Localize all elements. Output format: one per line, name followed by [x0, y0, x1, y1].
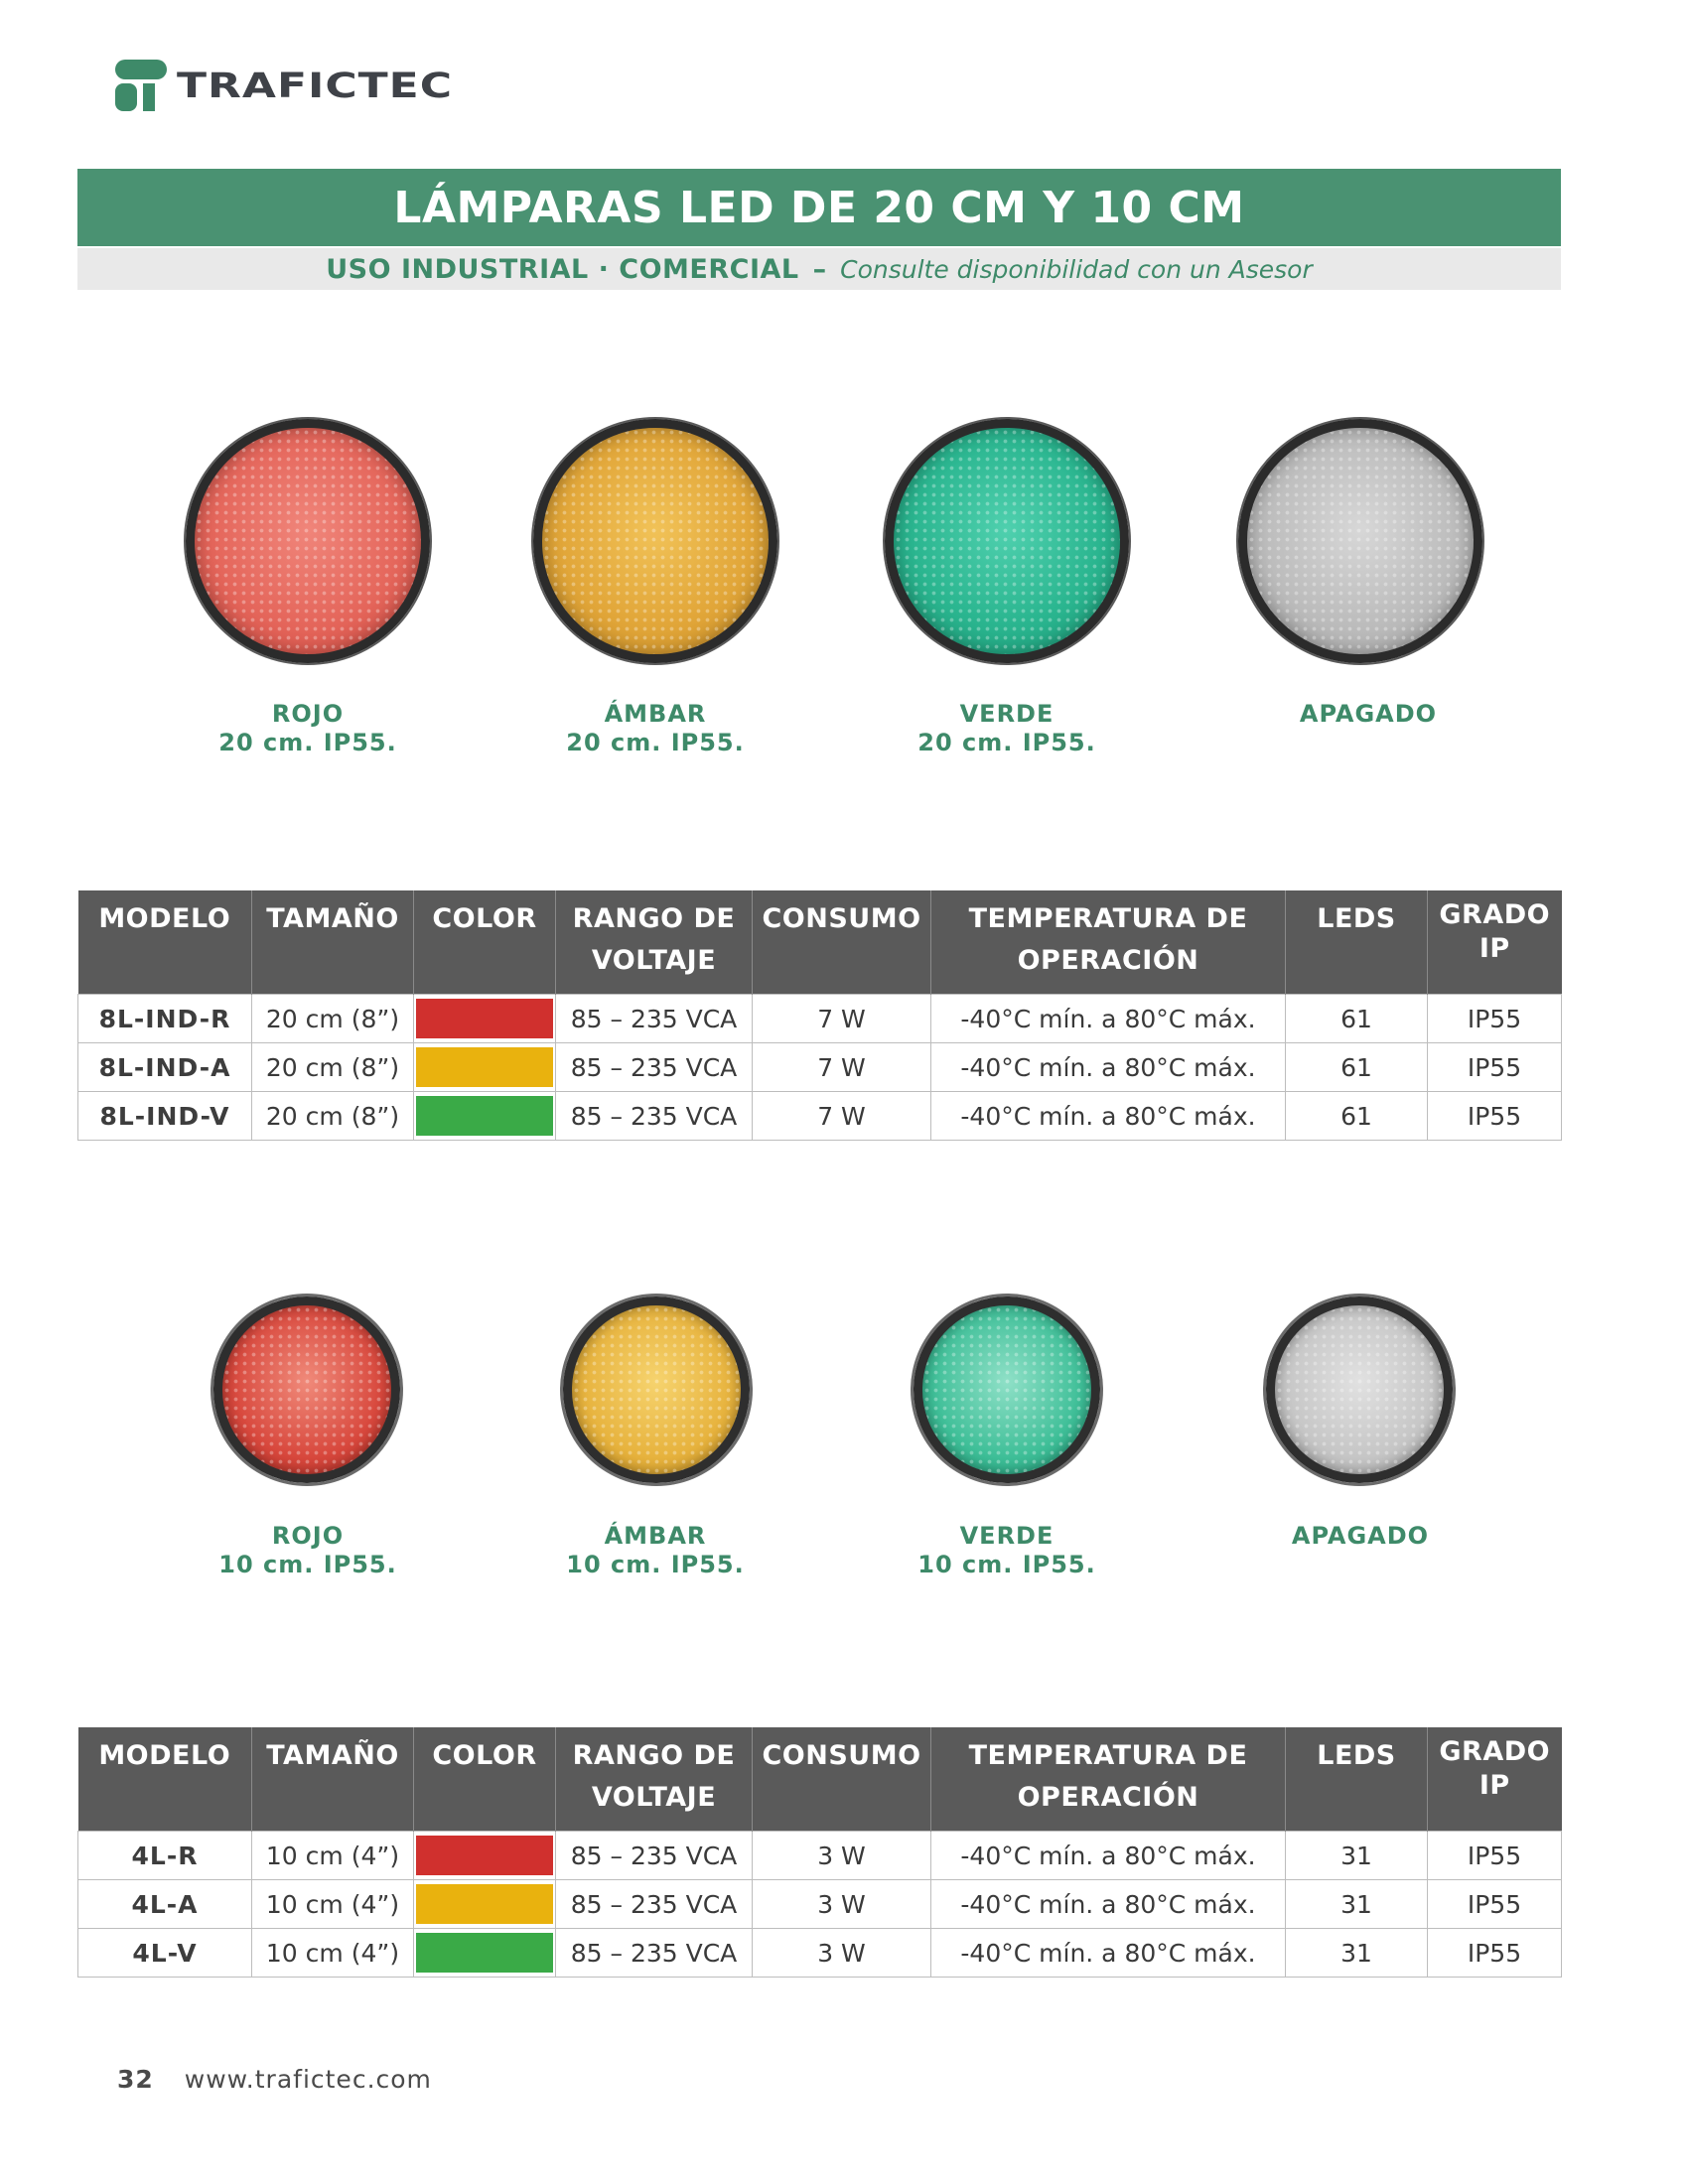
- title-band: [77, 169, 1561, 246]
- cell-color: [414, 1880, 556, 1929]
- table-header-row: [78, 890, 1562, 995]
- col-header-grado-ip: [1428, 1727, 1562, 1832]
- cell-ip: IP55: [1428, 995, 1562, 1043]
- cell-temperatura: -40°C mín. a 80°C máx.: [931, 1929, 1286, 1978]
- header-text: MODELO: [98, 1740, 231, 1771]
- subtitle-note: Consulte disponibilidad con un Asesor: [840, 254, 1313, 284]
- header-text: IP: [1478, 1770, 1510, 1801]
- cell-consumo: 3 W: [753, 1880, 931, 1929]
- header-text: IP: [1478, 933, 1510, 964]
- header-text: MODELO: [98, 903, 231, 934]
- cell-ip: IP55: [1428, 1880, 1562, 1929]
- cell-tamano: 20 cm (8”): [252, 1043, 414, 1092]
- subtitle-dash: –: [812, 253, 827, 285]
- col-header-color: [414, 1727, 556, 1832]
- page-title: LÁMPARAS LED DE 20 CM Y 10 CM: [393, 182, 1245, 233]
- cell-tamano: 20 cm (8”): [252, 995, 414, 1043]
- header-text: GRADO: [1439, 1736, 1551, 1767]
- table-row: [78, 1043, 1562, 1092]
- cell-color: [414, 1092, 556, 1141]
- lamp-label-name: APAGADO: [1291, 1522, 1430, 1550]
- lamp-amber-10: [563, 1297, 750, 1483]
- header-text: VOLTAJE: [591, 945, 717, 976]
- cell-consumo: 3 W: [753, 1929, 931, 1978]
- lamp-label-green-20: [858, 700, 1156, 757]
- cell-voltaje: 85 – 235 VCA: [556, 1043, 753, 1092]
- color-swatch-amber: [416, 1884, 553, 1924]
- lamp-label-spec: 10 cm. IP55.: [917, 1551, 1096, 1578]
- color-swatch-green: [416, 1096, 553, 1136]
- lamp-green-10: [914, 1297, 1100, 1483]
- cell-leds: 61: [1286, 1092, 1428, 1141]
- lamp-label-red-10: [159, 1522, 457, 1579]
- col-header-color: [414, 890, 556, 995]
- brand-logo: [115, 60, 453, 111]
- header-text: RANGO DE: [572, 1740, 736, 1771]
- cell-leds: 61: [1286, 995, 1428, 1043]
- header-text: VOLTAJE: [591, 1782, 717, 1813]
- cell-voltaje: 85 – 235 VCA: [556, 1832, 753, 1880]
- lamp-red-10: [213, 1297, 400, 1483]
- col-header-temperatura: [931, 1727, 1286, 1832]
- cell-voltaje: 85 – 235 VCA: [556, 1880, 753, 1929]
- header-text: COLOR: [432, 903, 537, 934]
- col-header-voltaje: [556, 890, 753, 995]
- lamp-label-spec: 10 cm. IP55.: [218, 1551, 397, 1578]
- color-swatch-red: [416, 1836, 553, 1875]
- cell-ip: IP55: [1428, 1043, 1562, 1092]
- cell-voltaje: 85 – 235 VCA: [556, 995, 753, 1043]
- header-text: LEDS: [1317, 903, 1396, 934]
- col-header-leds: [1286, 1727, 1428, 1832]
- cell-leds: 61: [1286, 1043, 1428, 1092]
- cell-modelo: 4L-R: [78, 1832, 252, 1880]
- header-text: OPERACIÓN: [1017, 1782, 1199, 1813]
- lamp-red-20: [186, 419, 430, 663]
- col-header-temperatura: [931, 890, 1286, 995]
- subtitle-band: [77, 248, 1561, 290]
- cell-ip: IP55: [1428, 1929, 1562, 1978]
- col-header-consumo: [753, 890, 931, 995]
- page-number: 32: [117, 2065, 154, 2094]
- lamp-label-spec: 20 cm. IP55.: [566, 729, 745, 756]
- cell-modelo: 4L-V: [78, 1929, 252, 1978]
- header-text: GRADO: [1439, 899, 1551, 930]
- brand-name: TRAFICTEC: [177, 66, 454, 105]
- lamp-amber-20: [533, 419, 777, 663]
- lamp-label-off-10: [1211, 1522, 1509, 1551]
- cell-modelo: 4L-A: [78, 1880, 252, 1929]
- lamp-label-name: VERDE: [959, 700, 1055, 728]
- lamp-label-name: ROJO: [271, 700, 345, 728]
- cell-tamano: 10 cm (4”): [252, 1832, 414, 1880]
- cell-modelo: 8L-IND-R: [78, 995, 252, 1043]
- header-text: COLOR: [432, 1740, 537, 1771]
- lamp-label-name: VERDE: [959, 1522, 1055, 1550]
- col-header-consumo: [753, 1727, 931, 1832]
- cell-consumo: 7 W: [753, 1043, 931, 1092]
- cell-tamano: 10 cm (4”): [252, 1880, 414, 1929]
- cell-temperatura: -40°C mín. a 80°C máx.: [931, 1832, 1286, 1880]
- logo-icon: [115, 60, 167, 111]
- lamp-label-amber-10: [506, 1522, 804, 1579]
- cell-modelo: 8L-IND-V: [78, 1092, 252, 1141]
- cell-leds: 31: [1286, 1929, 1428, 1978]
- header-text: OPERACIÓN: [1017, 945, 1199, 976]
- website-link[interactable]: www.trafictec.com: [184, 2065, 432, 2094]
- header-text: TEMPERATURA DE: [968, 903, 1248, 934]
- color-swatch-amber: [416, 1047, 553, 1087]
- lamp-label-name: ROJO: [271, 1522, 345, 1550]
- table-row: [78, 995, 1562, 1043]
- cell-modelo: 8L-IND-A: [78, 1043, 252, 1092]
- table-header-row: [78, 1727, 1562, 1832]
- col-header-grado-ip: [1428, 890, 1562, 995]
- cell-consumo: 7 W: [753, 1092, 931, 1141]
- cell-ip: IP55: [1428, 1092, 1562, 1141]
- spec-table-10cm: [77, 1727, 1562, 1978]
- col-header-modelo: [78, 1727, 252, 1832]
- cell-voltaje: 85 – 235 VCA: [556, 1092, 753, 1141]
- subtitle-main: USO INDUSTRIAL · COMERCIAL: [326, 253, 799, 285]
- cell-ip: IP55: [1428, 1832, 1562, 1880]
- header-text: CONSUMO: [762, 903, 921, 934]
- lamp-label-name: APAGADO: [1299, 700, 1438, 728]
- table-row: [78, 1880, 1562, 1929]
- header-text: TAMAÑO: [266, 903, 399, 934]
- spec-table-20cm: [77, 890, 1562, 1141]
- header-text: RANGO DE: [572, 903, 736, 934]
- cell-temperatura: -40°C mín. a 80°C máx.: [931, 995, 1286, 1043]
- cell-leds: 31: [1286, 1832, 1428, 1880]
- header-text: CONSUMO: [762, 1740, 921, 1771]
- color-swatch-red: [416, 999, 553, 1038]
- page-footer: [117, 2065, 432, 2094]
- col-header-tamano: [252, 1727, 414, 1832]
- cell-temperatura: -40°C mín. a 80°C máx.: [931, 1043, 1286, 1092]
- color-swatch-green: [416, 1933, 553, 1973]
- lamp-label-spec: 10 cm. IP55.: [566, 1551, 745, 1578]
- header-text: TEMPERATURA DE: [968, 1740, 1248, 1771]
- lamp-off-10: [1266, 1297, 1453, 1483]
- lamp-label-name: ÁMBAR: [604, 700, 707, 728]
- lamp-label-off-20: [1219, 700, 1517, 729]
- table-row: [78, 1929, 1562, 1978]
- cell-color: [414, 1832, 556, 1880]
- cell-color: [414, 1043, 556, 1092]
- lamp-off-20: [1238, 419, 1482, 663]
- lamp-label-spec: 20 cm. IP55.: [218, 729, 397, 756]
- header-text: LEDS: [1317, 1740, 1396, 1771]
- cell-color: [414, 1929, 556, 1978]
- lamp-label-amber-20: [506, 700, 804, 757]
- header-text: TAMAÑO: [266, 1740, 399, 1771]
- cell-consumo: 7 W: [753, 995, 931, 1043]
- lamp-label-name: ÁMBAR: [604, 1522, 707, 1550]
- table-row: [78, 1832, 1562, 1880]
- cell-tamano: 20 cm (8”): [252, 1092, 414, 1141]
- lamp-label-spec: 20 cm. IP55.: [917, 729, 1096, 756]
- cell-consumo: 3 W: [753, 1832, 931, 1880]
- cell-temperatura: -40°C mín. a 80°C máx.: [931, 1092, 1286, 1141]
- col-header-voltaje: [556, 1727, 753, 1832]
- table-row: [78, 1092, 1562, 1141]
- col-header-tamano: [252, 890, 414, 995]
- lamp-label-green-10: [858, 1522, 1156, 1579]
- lamp-label-red-20: [159, 700, 457, 757]
- col-header-modelo: [78, 890, 252, 995]
- cell-leds: 31: [1286, 1880, 1428, 1929]
- lamp-green-20: [885, 419, 1129, 663]
- col-header-leds: [1286, 890, 1428, 995]
- cell-tamano: 10 cm (4”): [252, 1929, 414, 1978]
- cell-temperatura: -40°C mín. a 80°C máx.: [931, 1880, 1286, 1929]
- cell-color: [414, 995, 556, 1043]
- cell-voltaje: 85 – 235 VCA: [556, 1929, 753, 1978]
